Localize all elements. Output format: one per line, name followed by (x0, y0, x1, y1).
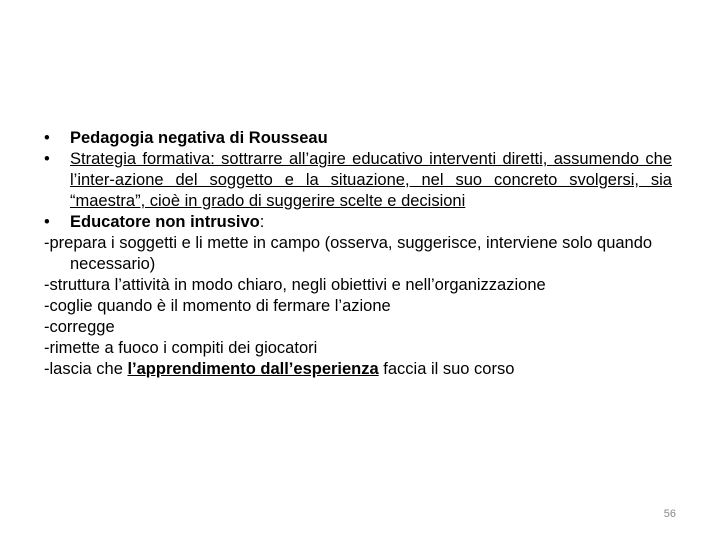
dash-item-lascia-before: -lascia che (44, 360, 128, 378)
bullet-text-strategia: Strategia formativa: sottrarre all’agire educativo interventi diretti, assumendo che l’inter-azione del soggetto e la situazione, nel suo concreto svolgersi, sia “maestra”, cioè in grado di suggerire scelte e decisioni (70, 150, 672, 210)
bullet-text-educatore: Educatore non intrusivo (70, 213, 260, 231)
bullet-text-pedagogia: Pedagogia negativa di Rousseau (70, 129, 328, 147)
bullet-dot: • (44, 129, 50, 147)
bullet-dot: • (44, 150, 50, 168)
bullet-text-educatore-colon: : (259, 213, 265, 231)
dash-item-struttura: -struttura l’attività in modo chiaro, negli obiettivi e nell’organizzazione (44, 276, 546, 294)
bullet-item (44, 149, 672, 212)
slide-body (44, 128, 672, 380)
dash-item-lascia-after: faccia il suo corso (378, 360, 515, 378)
dash-item-rimette: -rimette a fuoco i compiti dei giocatori (44, 339, 318, 357)
dash-item-lascia-emphasis: l’apprendimento dall’esperienza (127, 360, 379, 378)
dash-item-corregge: -corregge (44, 318, 115, 336)
page-number: 56 (663, 508, 676, 520)
dash-item-coglie: -coglie quando è il momento di fermare l’azione (44, 297, 391, 315)
bullet-item (44, 128, 672, 149)
bullet-dot: • (44, 213, 50, 231)
dash-item-lascia (44, 359, 672, 380)
dash-item-prepara: -prepara i soggetti e li mette in campo (osserva, suggerisce, interviene solo quando necessario) (44, 234, 653, 273)
bullet-item (44, 212, 672, 233)
